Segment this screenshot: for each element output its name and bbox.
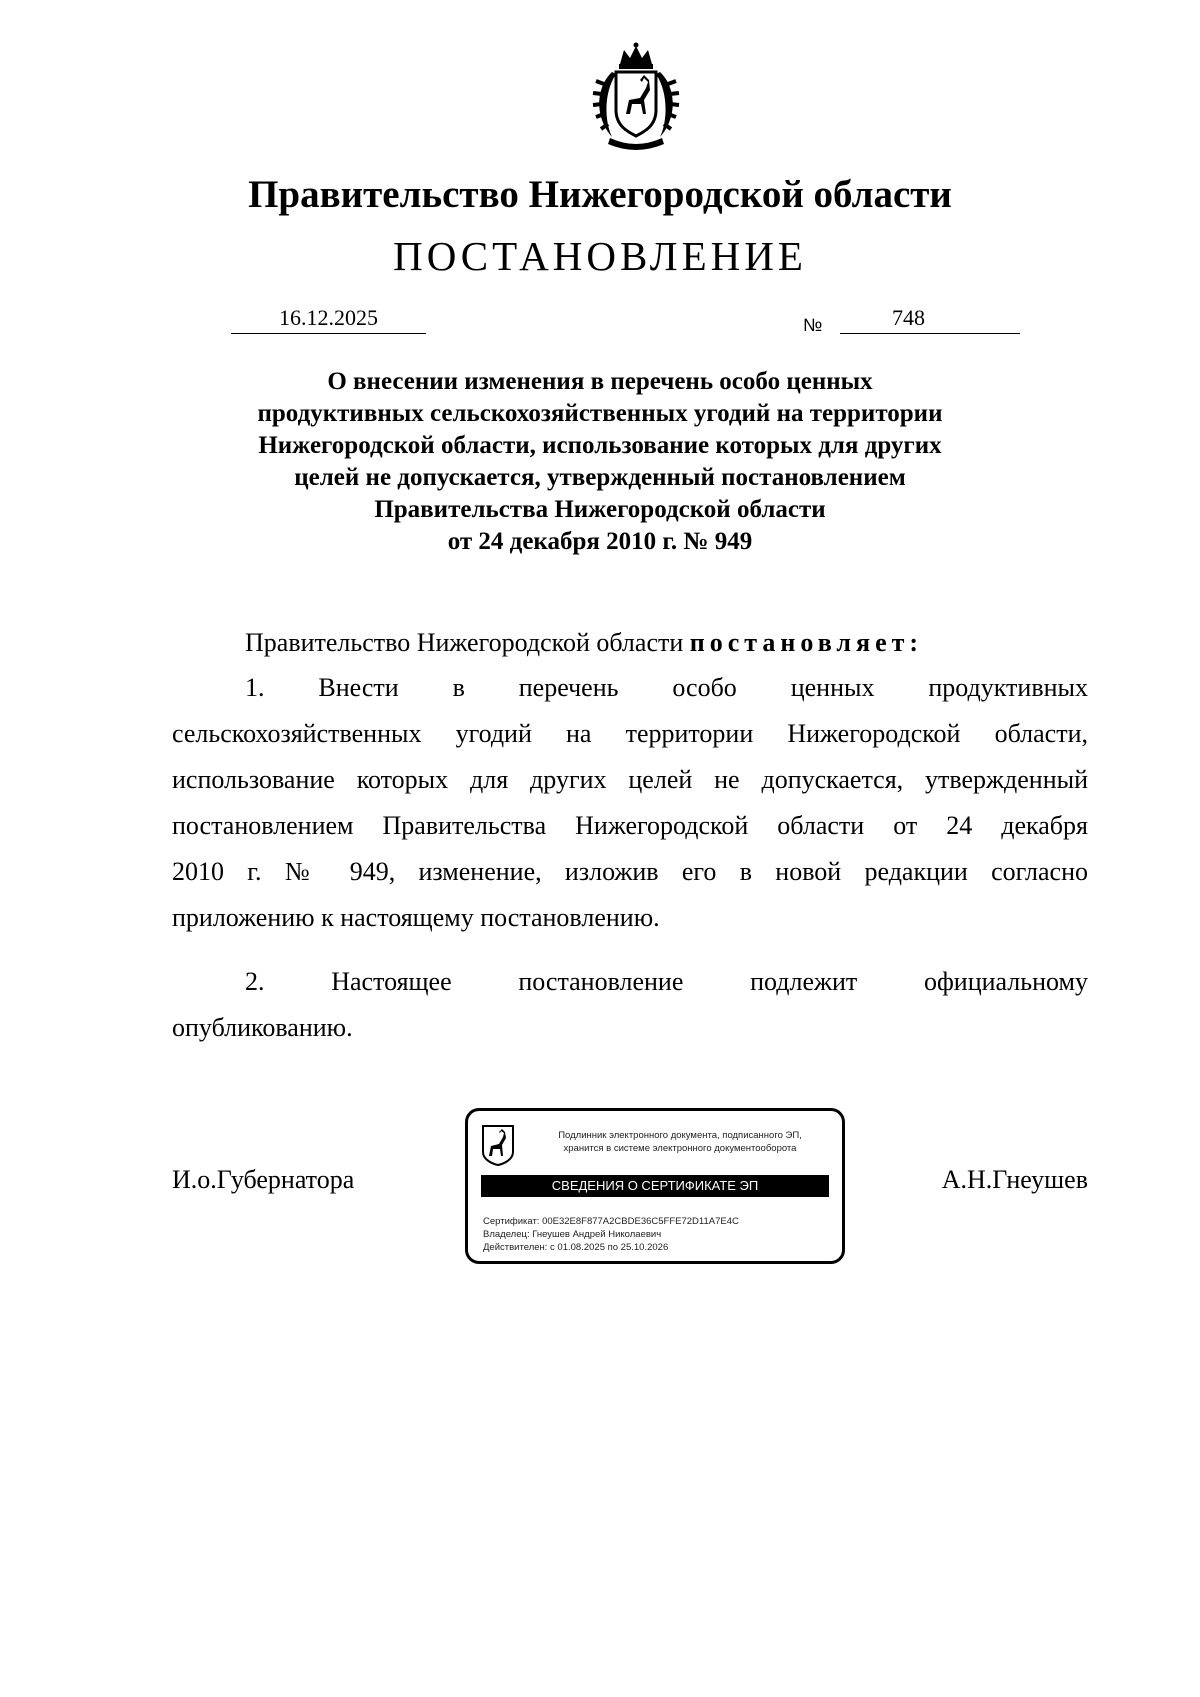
body-line: использование которых для других целей не допускается, утвержденный [172,765,1088,794]
preamble-text: Правительство Нижегородской области [245,628,690,657]
number-label: № [803,315,823,335]
title-line: целей не допускается, утвержденный постановлением [294,464,906,491]
body-line: опубликованию. [172,1013,353,1042]
organization-name: Правительство Нижегородской области [248,173,952,216]
document-type: ПОСТАНОВЛЕНИЕ [393,233,807,279]
title-line: от 24 декабря 2010 г. № 949 [447,528,753,555]
coat-of-arms-emblem [582,42,690,150]
certificate-validity: Действителен: с 01.08.2025 по 25.10.2026 [483,1242,669,1253]
signer-name: А.Н.Гнеушев [941,1165,1088,1194]
certificate-serial: Сертификат: 00E32E8F877A2CBDE36C5FFE72D11A7E4C [483,1216,739,1227]
title-line: Правительства Нижегородской области [374,496,826,523]
body-line: 2. Настоящее постановление подлежит официальному [245,967,1088,996]
coat-of-arms-icon [582,42,690,150]
body-line: 1. Внести в перечень особо ценных продуктивных [245,673,1088,702]
body-line: приложению к настоящему постановлению. [172,903,660,932]
title-line: продуктивных сельскохозяйственных угодий на территории [257,400,943,427]
document-number: 748 [892,305,925,330]
document-date: 16.12.2025 [231,303,426,334]
electronic-signature-stamp [465,1108,845,1264]
certificate-header-bar: СВЕДЕНИЯ О СЕРТИФИКАТЕ ЭП [481,1175,829,1197]
stamp-note-line: хранится в системе электронного документооборота [563,1143,797,1154]
document-number-field [840,303,1020,334]
stamp-note [526,1129,834,1155]
signer-title: И.о.Губернатора [172,1165,355,1194]
deer-emblem-icon [481,1124,515,1166]
stamp-note-line: Подлинник электронного документа, подписанного ЭП, [558,1130,802,1141]
preamble [245,627,923,659]
certificate-details [483,1215,739,1254]
body-line: 2010 г. № 949, изменение, изложив его в новой редакции согласно [172,857,1088,886]
document-title [150,366,1050,558]
title-line: Нижегородской области, использование которых для других [258,432,942,459]
body-line: постановлением Правительства Нижегородской области от 24 декабря [172,811,1088,840]
title-line: О внесении изменения в перечень особо ценных [327,368,873,395]
certificate-owner: Владелец: Гнеушев Андрей Николаевич [483,1229,662,1240]
body-line: сельскохозяйственных угодий на территории Нижегородской области, [172,719,1088,748]
decree-word: постановляет: [689,628,924,657]
